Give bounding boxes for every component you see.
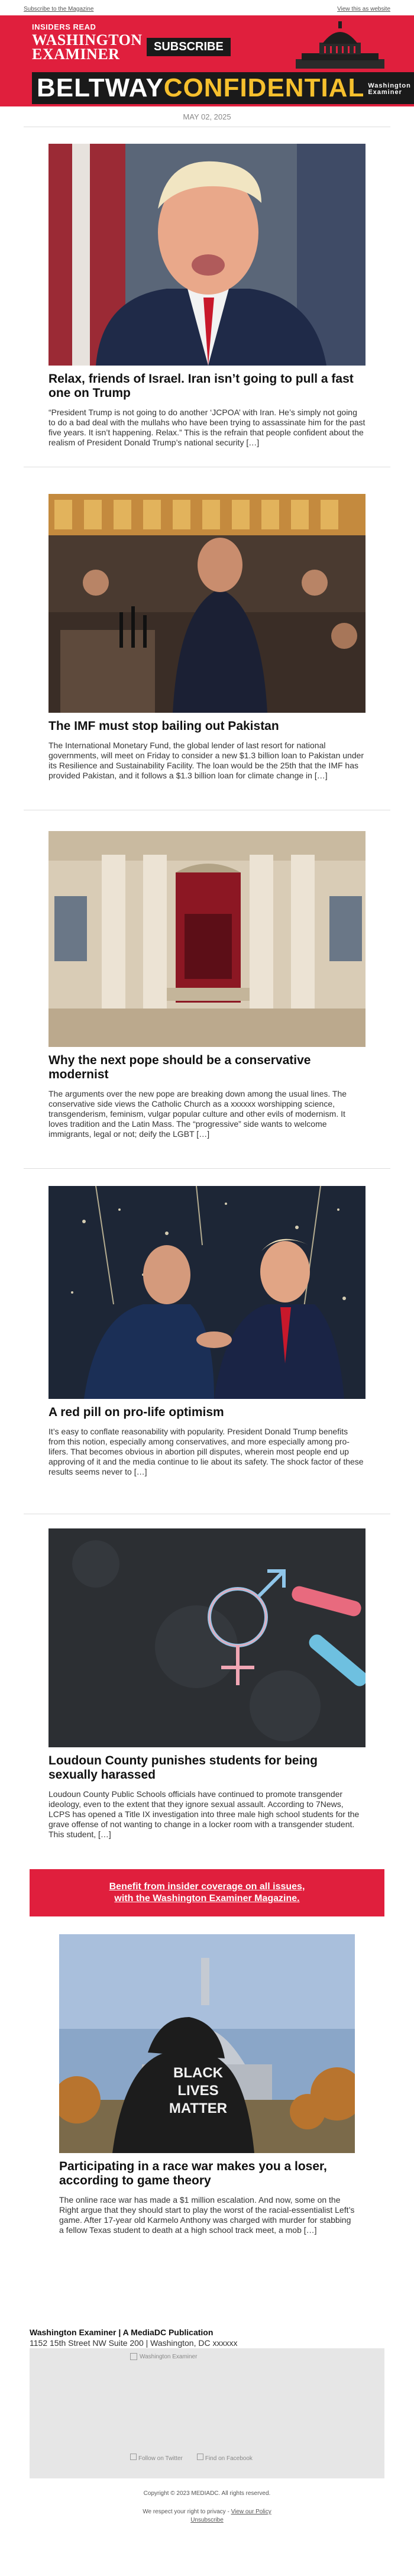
social-links	[130, 2454, 253, 2462]
sign-word-1: BLACK	[173, 2065, 223, 2081]
facebook-link[interactable]: Find on Facebook	[197, 2454, 253, 2462]
by-washington-examiner: Washington Examiner	[368, 82, 411, 96]
article-1	[48, 144, 366, 448]
twitter-icon	[130, 2454, 137, 2460]
article-3	[48, 831, 366, 1139]
article-2-image[interactable]	[48, 494, 366, 713]
facebook-icon	[197, 2454, 203, 2460]
article-3-title[interactable]: Why the next pope should be a conservative modernist	[48, 1053, 311, 1081]
subscribe-magazine-link[interactable]: Subscribe to the Magazine	[24, 5, 94, 12]
article-4-title[interactable]: A red pill on pro-life optimism	[48, 1405, 224, 1419]
privacy-policy-link[interactable]: View our Policy	[231, 2509, 271, 2515]
protest-sign	[148, 2064, 248, 2118]
article-6-summary: The online race war has made a $1 million escalation. And now, some on the Right argue that they should start to play the worst of the racial-essentialist Left’s game. After 17-year old Karmelo Anthony was charged with murder for stabbing a fellow Texas student to death at a high school track meet, a mob […]	[59, 2195, 355, 2235]
article-6	[59, 1934, 355, 2235]
footer-logo-placeholder[interactable]	[130, 2353, 197, 2360]
article-5-title[interactable]: Loudoun County punishes students for being sexually harassed	[48, 1754, 318, 1782]
article-1-title[interactable]: Relax, friends of Israel. Iran isn’t going to pull a fast one on Trump	[48, 372, 354, 400]
logo-line1: WASHINGTON	[32, 31, 143, 49]
article-4	[48, 1186, 366, 1477]
footer-image-area	[30, 2348, 384, 2478]
logo-line2: EXAMINER	[32, 46, 120, 63]
subscribe-cta-banner[interactable]	[30, 1869, 384, 1916]
cta-line1[interactable]: Benefit from insider coverage on all issues,	[109, 1882, 305, 1892]
sign-word-2: LIVES	[177, 2083, 219, 2099]
article-5-summary: Loudoun County Public Schools officials have continued to promote transgender ideology, even to the extent that they ignore sexual assault. According to 7News, LCPS has opened a Title IX investigation into three male high school students for the grave offense of not wanting to change in a locker room with a transgender student. This student, […]	[48, 1789, 360, 1839]
masthead	[0, 15, 414, 106]
article-2-summary: The International Monetary Fund, the global lender of last resort for national governments, will meet on Friday to consider a new $1.3 billion loan to Pakistan under its Resilience and Sustainability Facility. The loan would be the 25th that the IMF has provided Pakistan, and it follows a $1.3 billion loan for climate change in […]	[48, 741, 364, 780]
beltway-confidential-banner	[32, 72, 414, 104]
sign-word-3: MATTER	[169, 2100, 228, 2116]
cta-line2[interactable]: with the Washington Examiner Magazine.	[114, 1893, 300, 1903]
article-3-image[interactable]	[48, 831, 366, 1047]
footer-org: Washington Examiner | A MediaDC Publication	[30, 2328, 214, 2337]
issue-date: MAY 02, 2025	[183, 112, 231, 121]
view-online-link[interactable]: View this as website	[337, 5, 390, 12]
privacy-notice	[0, 2508, 414, 2525]
footer-address: 1152 15th Street NW Suite 200 | Washington, DC xxxxxx	[30, 2338, 238, 2348]
article-2	[48, 494, 366, 781]
top-links	[24, 0, 390, 15]
article-4-image[interactable]	[48, 1186, 366, 1399]
beltway-word: BELTWAY	[37, 73, 164, 102]
unsubscribe-link[interactable]: Unsubscribe	[190, 2517, 224, 2523]
broken-image-icon	[130, 2353, 137, 2360]
footer-logo-alt: Washington Examiner	[140, 2353, 198, 2360]
washington-examiner-logo[interactable]	[32, 33, 143, 62]
privacy-prefix: We respect your right to privacy -	[143, 2509, 231, 2515]
twitter-link[interactable]: Follow on Twitter	[130, 2454, 183, 2462]
article-5-image[interactable]	[48, 1528, 366, 1747]
footer	[30, 2328, 384, 2348]
subscribe-button[interactable]: SUBSCRIBE	[147, 38, 231, 56]
article-5	[48, 1528, 366, 1840]
article-2-title[interactable]: The IMF must stop bailing out Pakistan	[48, 719, 279, 733]
divider	[24, 1168, 390, 1169]
article-4-summary: It’s easy to conflate reasonability with popularity. President Donald Trump benefits from this notion, especially among conservatives, and more especially among pro-lifers. That becomes obvious in abortion pill disputes, wherein most people end up approving of it and the media continue to lie about its safety. The shock factor of these results seems never to […]	[48, 1427, 364, 1476]
capitol-dome-icon	[296, 20, 384, 69]
article-1-summary: “President Trump is not going to do another ‘JCPOA’ with Iran. He’s simply not going to do a bad deal with the mullahs who have been trying to assassinate him for the past five years. It isn’t happening. Relax.” This is the refrain that people confident about the realism of President Donald Trump’s national security […]	[48, 408, 366, 447]
article-6-title[interactable]: Participating in a race war makes you a loser, according to game theory	[59, 2160, 327, 2187]
article-6-image[interactable]	[59, 1934, 355, 2153]
confidential-word: CONFIDENTIAL	[163, 73, 365, 102]
article-3-summary: The arguments over the new pope are breaking down among the usual lines. The conservative side views the Catholic Church as a xxxxxx worshipping science, transgenderism, feminism, vulgar popular culture and other evils of modernism. It loves tradition and the Latin Mass. The “progressive” side wants to welcome immigrants, legal or not; deify the LGBT […]	[48, 1089, 347, 1139]
article-1-image[interactable]	[48, 144, 366, 366]
copyright: Copyright © 2023 MEDIADC. All rights reserved.	[143, 2490, 271, 2497]
insiders-read-label: INSIDERS READ	[32, 22, 96, 31]
